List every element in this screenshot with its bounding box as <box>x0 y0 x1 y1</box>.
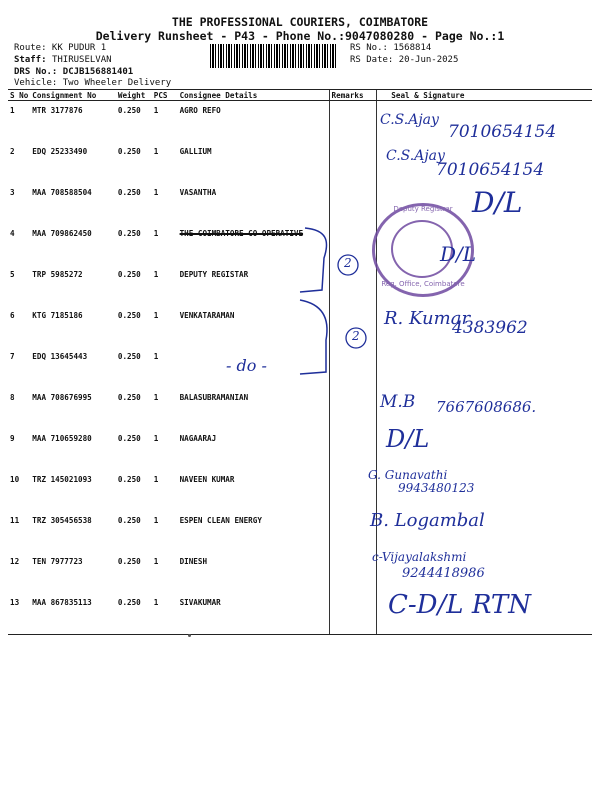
signature-row12-name: c-Vijayalakshmi <box>372 550 467 564</box>
col-header-seal: Seal & Signature <box>377 90 592 101</box>
cell-sno: 9 <box>10 434 15 443</box>
cell-consignment: TRZ 145021093 <box>32 475 92 484</box>
cell-consignment: EDQ 13645443 <box>32 352 88 361</box>
cell-pcs: 1 <box>153 188 159 197</box>
cell-pcs: 1 <box>153 352 159 361</box>
cell-sno: 7 <box>10 352 15 361</box>
cell-weight: 0.250 <box>117 393 141 402</box>
rs-date: RS Date: 20-Jun-2025 <box>350 55 459 65</box>
signature-row1-name: C.S.Ajay <box>380 112 439 128</box>
cell-weight: 0.250 <box>116 593 152 635</box>
cell-consignment: TEN 7977723 <box>32 557 83 566</box>
cell-weight: 0.250 <box>117 188 141 197</box>
ditto-mark-row7: - do - <box>226 356 267 375</box>
cell-pcs: 1 <box>153 229 159 238</box>
cell-pcs: 1 <box>153 434 159 443</box>
circle-number-b: 2 <box>352 329 360 343</box>
cell-weight: 0.250 <box>117 270 141 279</box>
rs-number: RS No.: 1568814 <box>350 43 432 53</box>
signature-row6-name: R. Kumar <box>384 308 471 329</box>
company-title: THE PROFESSIONAL COURIERS, COIMBATORE <box>171 15 429 29</box>
signature-row6-phone: 4383962 <box>452 318 528 338</box>
cell-consignee: SIVAKUMAR <box>178 593 329 635</box>
cell-consignment: TRZ 305456538 <box>32 516 92 525</box>
vehicle-text: Vehicle: Two Wheeler Delivery <box>14 78 172 88</box>
drs-label: DRS No.: <box>14 67 58 77</box>
cell-consignee: AGRO REFO <box>179 106 221 115</box>
cell-pcs: 1 <box>153 147 159 156</box>
cell-consignment: MAA 710659280 <box>32 434 92 443</box>
cell-consignment: MAA 708588504 <box>32 188 92 197</box>
signature-row12-phone: 9244418986 <box>402 566 485 581</box>
staff-label: Staff: <box>14 55 47 65</box>
drs-value: DCJB156881401 <box>62 67 134 77</box>
signature-row8-phone: 7667608686. <box>436 398 537 416</box>
cell-sno: 8 <box>10 393 15 402</box>
signature-row2-name: C.S.Ajay <box>386 148 445 164</box>
cell-consignment: MAA 708676995 <box>32 393 92 402</box>
cell-consignment: MAA 709862450 <box>32 229 92 238</box>
cell-pcs: 1 <box>153 516 159 525</box>
cell-weight: 0.250 <box>117 229 141 238</box>
cell-sno: 5 <box>10 270 15 279</box>
circle-number-a: 2 <box>344 256 352 270</box>
cell-consignment: KTG 7185186 <box>32 311 83 320</box>
cell-consignee: THE COIMBATORE CO OPERATIVE <box>179 229 304 238</box>
cell-consignee: NAGAARAJ <box>179 434 217 443</box>
signature-row2-phone: 7010654154 <box>436 160 545 180</box>
signature-row4: D/L <box>440 242 477 266</box>
col-header-pcs: PCS <box>152 90 178 101</box>
cell-pcs: 1 <box>153 106 159 115</box>
cell-sno: 2 <box>10 147 15 156</box>
cell-weight: 0.250 <box>117 516 141 525</box>
signature-row10-phone: 9943480123 <box>398 481 475 495</box>
signature-row3: D/L <box>472 186 523 219</box>
cell-weight: 0.250 <box>117 475 141 484</box>
cell-pcs: 1 <box>153 475 159 484</box>
signature-row10-name: G. Gunavathi <box>368 468 448 482</box>
cell-pcs: 1 <box>152 593 178 635</box>
cell-pcs: 1 <box>153 557 159 566</box>
col-header-consignment: Consignment No <box>30 90 116 101</box>
cell-weight: 0.250 <box>117 147 141 156</box>
signature-row13: C-D/L RTN <box>388 590 532 620</box>
route-text: Route: KK PUDUR 1 <box>14 43 107 53</box>
stray-mark <box>188 634 191 637</box>
seal-bottom-text: Reg. Office, Coimbatore <box>381 280 465 288</box>
cell-sno: 3 <box>10 188 15 197</box>
cell-consignee: VASANTHA <box>179 188 217 197</box>
cell-sno: 12 <box>10 557 20 566</box>
cell-consignment: TRP 5985272 <box>32 270 83 279</box>
signature-row1-phone: 7010654154 <box>448 122 557 142</box>
col-header-weight: Weight <box>116 90 152 101</box>
cell-consignment: MTR 3177876 <box>32 106 83 115</box>
col-header-consignee: Consignee Details <box>178 90 329 101</box>
signature-row11: B. Logambal <box>370 510 485 531</box>
cell-pcs: 1 <box>153 393 159 402</box>
signature-row9: D/L <box>386 425 430 453</box>
cell-consignee: NAVEEN KUMAR <box>179 475 235 484</box>
seal-top-text: Deputy Registrar <box>393 205 453 213</box>
cell-consignee: BALASUBRAMANIAN <box>179 393 249 402</box>
bracket-rows-4-5 <box>300 228 327 292</box>
cell-consignee: ESPEN CLEAN ENERGY <box>179 516 262 525</box>
cell-weight: 0.250 <box>117 311 141 320</box>
cell-consignee: DEPUTY REGISTAR <box>179 270 249 279</box>
cell-sno: 4 <box>10 229 15 238</box>
signature-row8-name: M.B <box>380 392 416 412</box>
runsheet-subtitle: Delivery Runsheet - P43 - Phone No.:9047080280 - Page No.:1 <box>95 29 505 43</box>
cell-consignment: MAA 867835113 <box>30 593 116 635</box>
cell-consignee: GALLIUM <box>179 147 212 156</box>
cell-consignment: EDQ 25233490 <box>32 147 88 156</box>
cell-sno: 1 <box>10 106 15 115</box>
col-header-sno: S No <box>10 90 29 100</box>
cell-sno: 10 <box>10 475 20 484</box>
col-header-remarks: Remarks <box>329 90 377 101</box>
cell-sno: 6 <box>10 311 15 320</box>
cell-weight: 0.250 <box>117 434 141 443</box>
cell-weight: 0.250 <box>117 557 141 566</box>
cell-consignee: VENKATARAMAN <box>179 311 235 320</box>
staff-value: THIRUSELVAN <box>51 55 112 65</box>
cell-sno: 13 <box>8 593 30 635</box>
cell-pcs: 1 <box>153 311 159 320</box>
cell-sno: 11 <box>10 516 20 525</box>
cell-consignee: DINESH <box>179 557 208 566</box>
cell-weight: 0.250 <box>117 352 141 361</box>
cell-weight: 0.250 <box>117 106 141 115</box>
cell-pcs: 1 <box>153 270 159 279</box>
bracket-rows-6-7 <box>300 300 327 374</box>
